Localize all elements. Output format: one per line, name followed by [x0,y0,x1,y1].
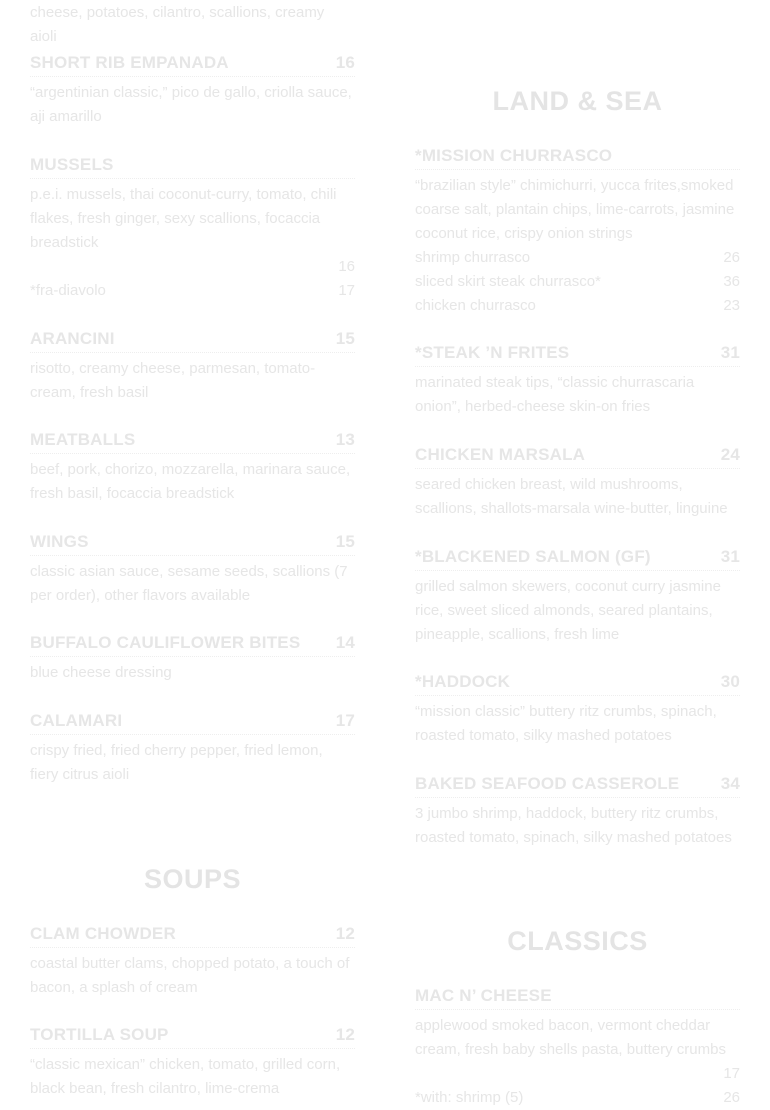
price-row-label: shrimp churrasco [415,249,531,266]
menu-item-price: 17 [335,711,355,730]
menu-item-name: SHORT RIB EMPANADA [30,53,229,72]
menu-item-description: beef, pork, chorizo, mozzarella, marinara sauce, fresh basil, focaccia breadstick [30,461,351,502]
menu-item-price: 34 [720,774,740,793]
menu-item-description: seared chicken breast, wild mushrooms, scallions, shallots-marsala wine-butter, linguine [415,476,728,517]
menu-item-description: cheese, potatoes, cilantro, scallions, creamy aioli [30,4,325,45]
menu-item-short-rib-empanada [30,52,355,129]
price-row [415,270,740,294]
price-row-price: 36 [723,273,740,290]
menu-item-clam-chowder [30,923,355,1000]
menu-item-chicken-marsala [415,444,740,521]
menu-item-name: *MISSION CHURRASCO [415,146,613,165]
menu-item-mac-n-cheese [415,985,740,1110]
menu-item-name: CLAM CHOWDER [30,924,176,943]
section-title-soups: SOUPS [143,864,242,894]
price-row-label: sliced skirt steak churrasco* [415,273,601,290]
menu-item-haddock [415,671,740,748]
menu-item-name: MUSSELS [30,155,114,174]
menu-item-name: WINGS [30,532,89,551]
price-row [415,1062,740,1086]
price-row [30,255,355,279]
menu-item-price: 14 [335,633,355,652]
menu-item-name: TORTILLA SOUP [30,1025,169,1044]
menu-item-description-fragment [30,1,355,49]
price-row [415,294,740,318]
menu-item-price: 13 [335,430,355,449]
section-title-classics: CLASSICS [507,926,648,956]
menu-item-name: BUFFALO CAULIFLOWER BITES [30,633,301,652]
menu-item-description: “mission classic” buttery ritz crumbs, spinach, roasted tomato, silky mashed potatoes [415,703,717,744]
price-row-price: 17 [723,1065,740,1082]
menu-item-calamari [30,710,355,787]
menu-item-wings [30,531,355,608]
menu-item-name: CHICKEN MARSALA [415,445,586,464]
price-row [30,279,355,303]
menu-item-mussels [30,154,355,303]
menu-item-description: classic asian sauce, sesame seeds, scallions (7 per order), other flavors available [30,563,348,604]
price-row-price: 17 [338,282,355,299]
menu-item-description: risotto, creamy cheese, parmesan, tomato-cream, fresh basil [30,360,316,401]
menu-item-price: 30 [720,672,740,691]
menu-item-price: 15 [335,532,355,551]
menu-item-description: “brazilian style” chimichurri, yucca frites,smoked coarse salt, plantain chips, lime-carrots, jasmine coconut rice, crispy onion strings [415,177,735,242]
menu-item-description: marinated steak tips, “classic churrascaria onion”, herbed-cheese skin-on fries [415,374,695,415]
menu-item-price: 15 [335,329,355,348]
menu-item-price: 31 [720,547,740,566]
price-row-price: 16 [338,258,355,275]
menu-item-blackened-salmon [415,546,740,647]
menu-item-name: MEATBALLS [30,430,136,449]
price-row-price: 26 [723,249,740,266]
menu-item-description: applewood smoked bacon, vermont cheddar cream, fresh baby shells pasta, buttery crumbs [415,1017,726,1058]
menu-item-price: 24 [720,445,740,464]
menu-item-tortilla-soup [30,1024,355,1101]
menu-item-description: “classic mexican” chicken, tomato, grilled corn, black bean, fresh cilantro, lime-crema [30,1056,341,1097]
price-row-price: 23 [723,297,740,314]
price-row [415,246,740,270]
menu-item-name: *BLACKENED SALMON (GF) [415,547,651,566]
price-row-price: 26 [723,1089,740,1106]
menu-item-price: 31 [720,343,740,362]
price-row-label: *with: shrimp (5) [415,1089,524,1106]
menu-item-price: 16 [335,53,355,72]
menu-item-mission-churrasco [415,145,740,318]
menu-item-price: 12 [335,1025,355,1044]
menu-item-name: BAKED SEAFOOD CASSEROLE [415,774,680,793]
price-row-label: *fra-diavolo [30,282,106,299]
price-row [415,1086,740,1110]
menu-item-description: p.e.i. mussels, thai coconut-curry, tomato, chili flakes, fresh ginger, sexy scallions, focaccia breadstick [30,186,337,251]
menu-item-price: 12 [335,924,355,943]
price-row-label: chicken churrasco [415,297,536,314]
menu-item-name: MAC N’ CHEESE [415,986,552,1005]
menu-item-description: blue cheese dressing [30,664,172,681]
menu-item-arancini [30,328,355,405]
menu-item-name: *HADDOCK [415,672,511,691]
menu-item-description: coastal butter clams, chopped potato, a touch of bacon, a splash of cream [30,955,350,996]
menu-item-description: crispy fried, fried cherry pepper, fried lemon, fiery citrus aioli [30,742,323,783]
menu-item-name: ARANCINI [30,329,115,348]
menu-item-name: CALAMARI [30,711,123,730]
menu-item-steak-n-frites [415,342,740,419]
menu-item-description: grilled salmon skewers, coconut curry jasmine rice, sweet sliced almonds, seared plantains, pineapple, scallions, fresh lime [415,578,721,643]
menu-item-baked-seafood-casserole [415,773,740,850]
menu-item-meatballs [30,429,355,506]
section-title-land-and-sea: LAND & SEA [492,86,663,116]
menu-item-description: “argentinian classic,” pico de gallo, criolla sauce, aji amarillo [30,84,352,125]
menu-item-description: 3 jumbo shrimp, haddock, buttery ritz crumbs, roasted tomato, spinach, silky mashed potatoes [415,805,732,846]
menu-item-name: *STEAK ’N FRITES [415,343,570,362]
menu-item-buffalo-cauliflower-bites [30,632,355,685]
